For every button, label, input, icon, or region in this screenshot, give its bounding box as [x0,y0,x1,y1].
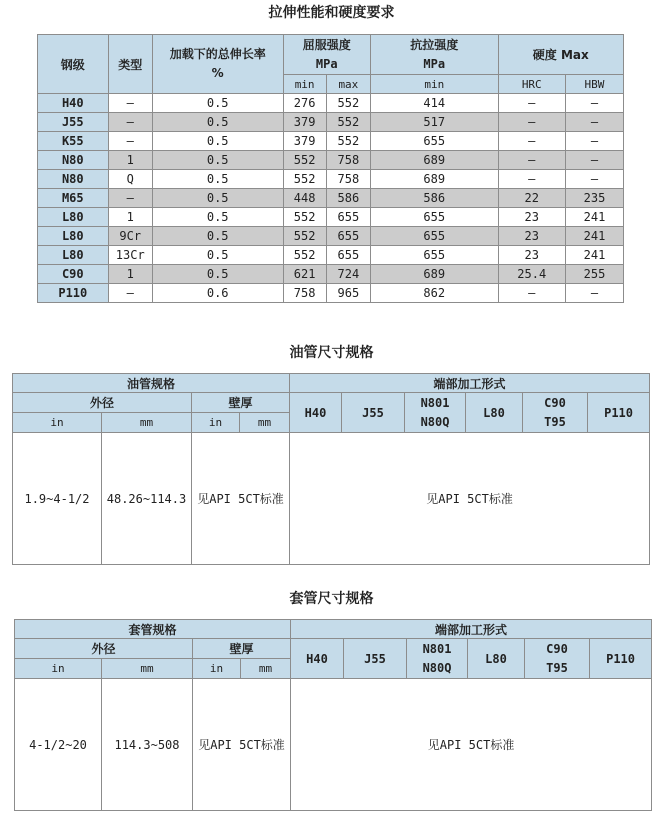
cell-grade: N80 [38,170,109,189]
table-row [38,94,624,113]
casing-wall-in-header: in [193,659,241,679]
casing-od-in: 4-1/2~20 [15,679,102,811]
tubing-end-header: 端部加工形式 [290,374,650,393]
cell-ymax: 965 [326,284,370,303]
table-row [38,170,624,189]
cell-hbw: 235 [565,189,623,208]
tubing-wall-header: 壁厚 [192,393,290,413]
tubing-od-in-header: in [13,413,102,433]
cell-grade: P110 [38,284,109,303]
cell-hbw: – [565,94,623,113]
cell-ymax: 586 [326,189,370,208]
cell-ymin: 758 [283,284,326,303]
casing-grade-p110: P110 [590,639,652,679]
tubing-title: 油管尺寸规格 [289,345,374,361]
casing-title: 套管尺寸规格 [289,591,374,607]
cell-tmin: 517 [371,113,499,132]
cell-tmin: 586 [371,189,499,208]
cell-tmin: 689 [371,170,499,189]
casing-grade-j55: J55 [344,639,407,679]
cell-hrc: – [498,132,565,151]
casing-end-value: 见API 5CT标准 [291,679,652,811]
cell-elong: 0.5 [152,94,283,113]
tubing-grade-n80: N801 N80Q [405,393,466,433]
header-yield: 屈服强度 MPa [283,35,370,75]
table-row [38,284,624,303]
table-row [38,265,624,284]
cell-ymax: 758 [326,151,370,170]
tubing-grade-h40: H40 [290,393,342,433]
casing-grade-c90: C90 T95 [525,639,590,679]
casing-wall-mm-header: mm [241,659,291,679]
casing-od-header: 外径 [15,639,193,659]
cell-hrc: 23 [498,227,565,246]
casing-grade-l80: L80 [468,639,525,679]
cell-type: – [108,284,152,303]
tubing-od-in: 1.9~4-1/2 [13,433,102,565]
cell-grade: K55 [38,132,109,151]
cell-grade: N80 [38,151,109,170]
cell-hrc: 23 [498,246,565,265]
tubing-wall-value: 见API 5CT标准 [192,433,290,565]
cell-type: 1 [108,151,152,170]
header-tensile: 抗拉强度 MPa [371,35,499,75]
cell-elong: 0.5 [152,151,283,170]
cell-grade: L80 [38,208,109,227]
header-tensile-min: min [371,75,499,94]
tubing-od-mm-header: mm [102,413,192,433]
cell-tmin: 655 [371,132,499,151]
cell-type: 1 [108,265,152,284]
cell-grade: L80 [38,246,109,265]
cell-type: Q [108,170,152,189]
cell-ymin: 448 [283,189,326,208]
cell-hbw: – [565,113,623,132]
cell-ymax: 655 [326,208,370,227]
cell-ymin: 552 [283,208,326,227]
casing-od-mm: 114.3~508 [102,679,193,811]
header-hrc: HRC [498,75,565,94]
cell-elong: 0.5 [152,227,283,246]
cell-ymax: 552 [326,94,370,113]
cell-grade: J55 [38,113,109,132]
cell-ymax: 655 [326,246,370,265]
tubing-spec-header: 油管规格 [13,374,290,393]
cell-hbw: 241 [565,246,623,265]
cell-tmin: 862 [371,284,499,303]
cell-type: – [108,113,152,132]
cell-ymin: 552 [283,246,326,265]
cell-tmin: 689 [371,151,499,170]
cell-ymin: 276 [283,94,326,113]
cell-hbw: – [565,151,623,170]
cell-elong: 0.5 [152,246,283,265]
cell-hrc: 25.4 [498,265,565,284]
cell-hbw: 241 [565,227,623,246]
cell-ymin: 621 [283,265,326,284]
cell-grade: H40 [38,94,109,113]
table-row [38,208,624,227]
cell-hrc: – [498,170,565,189]
cell-type: – [108,94,152,113]
cell-tmin: 655 [371,227,499,246]
cell-ymax: 655 [326,227,370,246]
tensile-title: 拉伸性能和硬度要求 [268,5,395,21]
cell-hbw: 255 [565,265,623,284]
tubing-od-mm: 48.26~114.3 [102,433,192,565]
cell-type: 13Cr [108,246,152,265]
table-row [38,113,624,132]
header-hardness: 硬度 Max [498,35,623,75]
cell-hbw: 241 [565,208,623,227]
cell-hrc: – [498,113,565,132]
cell-ymax: 552 [326,113,370,132]
cell-elong: 0.5 [152,170,283,189]
cell-tmin: 689 [371,265,499,284]
casing-wall-value: 见API 5CT标准 [193,679,291,811]
cell-elong: 0.6 [152,284,283,303]
header-yield-min: min [283,75,326,94]
tubing-wall-mm-header: mm [240,413,290,433]
casing-wall-header: 壁厚 [193,639,291,659]
table-row [38,189,624,208]
cell-tmin: 414 [371,94,499,113]
tubing-grade-l80: L80 [466,393,523,433]
tubing-table [12,373,650,565]
casing-grade-h40: H40 [291,639,344,679]
cell-ymin: 552 [283,227,326,246]
cell-hrc: – [498,94,565,113]
table-row [38,132,624,151]
cell-ymax: 552 [326,132,370,151]
cell-type: 1 [108,208,152,227]
cell-type: 9Cr [108,227,152,246]
header-type: 类型 [108,35,152,94]
tubing-grade-j55: J55 [342,393,405,433]
casing-grade-n80: N801 N80Q [407,639,468,679]
cell-type: – [108,189,152,208]
cell-hrc: 23 [498,208,565,227]
casing-od-mm-header: mm [102,659,193,679]
cell-grade: L80 [38,227,109,246]
header-yield-max: max [326,75,370,94]
cell-type: – [108,132,152,151]
cell-grade: M65 [38,189,109,208]
cell-hbw: – [565,132,623,151]
cell-ymin: 552 [283,170,326,189]
tubing-od-header: 外径 [13,393,192,413]
header-hbw: HBW [565,75,623,94]
table-row [38,227,624,246]
cell-ymin: 379 [283,113,326,132]
cell-ymax: 724 [326,265,370,284]
tubing-end-value: 见API 5CT标准 [290,433,650,565]
table-row [38,246,624,265]
header-grade: 钢级 [38,35,109,94]
casing-end-header: 端部加工形式 [291,620,652,639]
tubing-grade-c90: C90 T95 [523,393,588,433]
cell-hrc: – [498,284,565,303]
cell-hrc: 22 [498,189,565,208]
cell-ymin: 379 [283,132,326,151]
cell-tmin: 655 [371,246,499,265]
tubing-wall-in-header: in [192,413,240,433]
tubing-grade-p110: P110 [588,393,650,433]
cell-hrc: – [498,151,565,170]
table-row [38,151,624,170]
cell-ymin: 552 [283,151,326,170]
cell-hbw: – [565,284,623,303]
cell-elong: 0.5 [152,208,283,227]
cell-elong: 0.5 [152,265,283,284]
cell-elong: 0.5 [152,132,283,151]
cell-grade: C90 [38,265,109,284]
cell-elong: 0.5 [152,113,283,132]
tensile-table [37,34,624,303]
cell-ymax: 758 [326,170,370,189]
casing-table [14,619,652,811]
casing-od-in-header: in [15,659,102,679]
header-elongation: 加载下的总伸长率 % [152,35,283,94]
casing-spec-header: 套管规格 [15,620,291,639]
cell-hbw: – [565,170,623,189]
cell-elong: 0.5 [152,189,283,208]
cell-tmin: 655 [371,208,499,227]
